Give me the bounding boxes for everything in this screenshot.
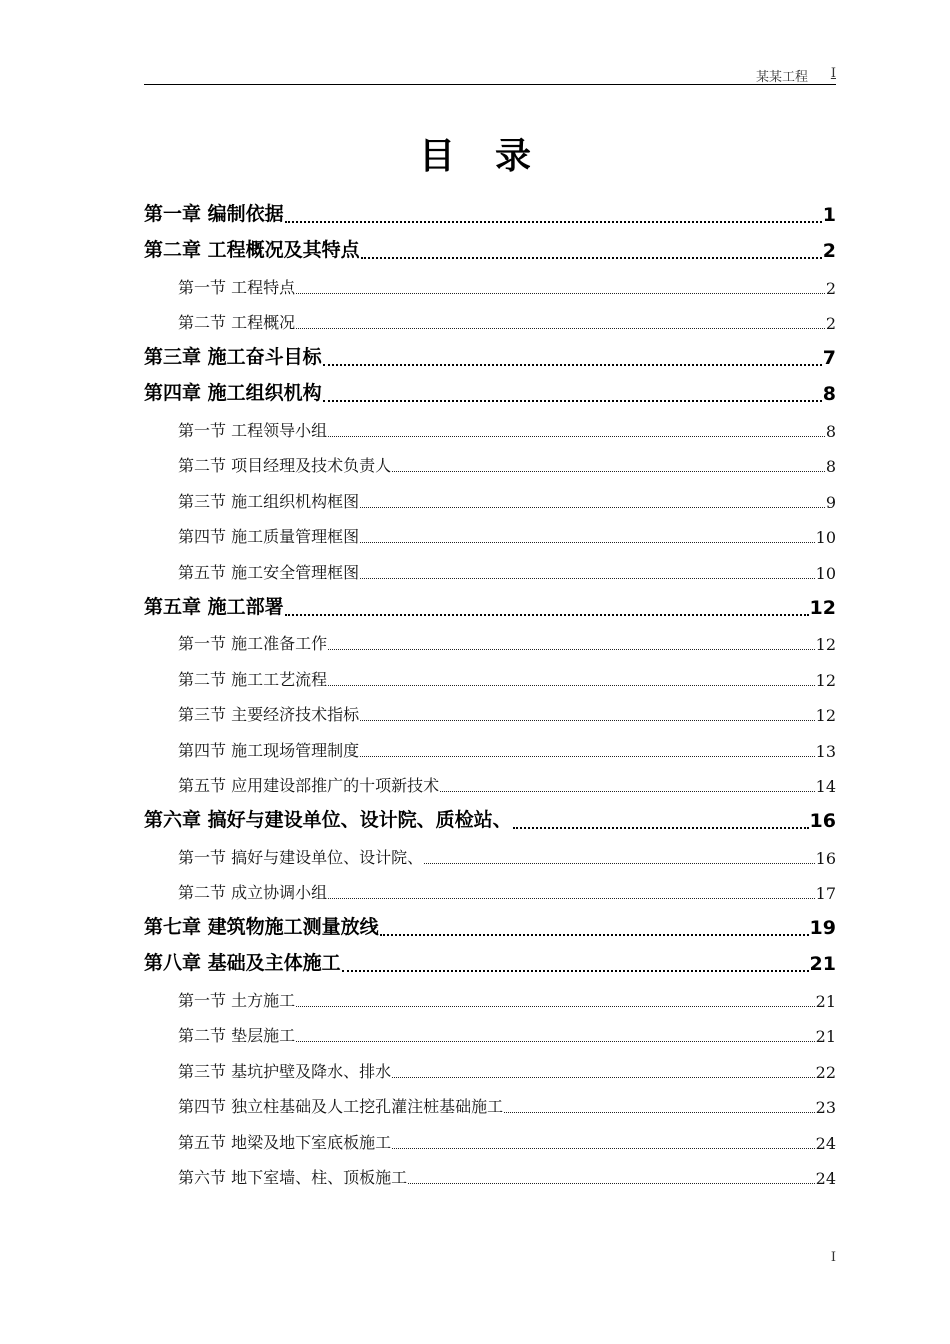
toc-leader-dots [296, 328, 825, 329]
toc-entry-page: 13 [815, 741, 836, 761]
toc-leader-dots [392, 471, 825, 472]
toc-leader-dots [296, 1041, 815, 1042]
toc-entry-label: 第五节 应用建设部推广的十项新技术 [178, 776, 440, 795]
toc-entry-label: 第二节 工程概况 [178, 313, 296, 332]
toc-entry-page: 19 [809, 917, 836, 939]
header-page-number: I [830, 66, 836, 81]
toc-entry-page: 22 [815, 1062, 836, 1082]
toc-leader-dots [408, 1183, 815, 1184]
toc-entry-label: 第一节 工程特点 [178, 277, 296, 297]
toc-entry-label: 第二节 成立协调小组 [178, 883, 328, 902]
toc-entry-page: 8 [825, 457, 836, 476]
toc-entry-label: 第三节 主要经济技术指标 [178, 705, 360, 724]
toc-entry-page: 12 [809, 596, 836, 619]
toc-leader-dots [328, 436, 825, 437]
toc-chapter-entry[interactable] [144, 583, 836, 619]
toc-entry-page: 24 [815, 1133, 836, 1153]
toc-entry-page: 17 [815, 884, 836, 903]
toc-entry-page: 1 [822, 204, 836, 226]
toc-section-entry[interactable] [144, 832, 836, 868]
toc-leader-dots [360, 542, 815, 543]
toc-section-entry[interactable] [144, 975, 836, 1011]
page-title: 目录 [418, 136, 571, 177]
page-header [144, 64, 836, 85]
toc-leader-dots [360, 507, 825, 508]
toc-entry-page: 14 [815, 777, 836, 796]
toc-section-entry[interactable] [144, 1153, 836, 1189]
toc-leader-dots [380, 934, 809, 936]
toc-chapter-entry[interactable] [144, 369, 836, 405]
toc-chapter-entry[interactable] [144, 226, 836, 262]
toc-leader-dots [342, 970, 809, 972]
toc-leader-dots [513, 827, 809, 829]
toc-section-entry[interactable] [144, 512, 836, 548]
toc-entry-page: 2 [825, 314, 836, 333]
toc-entry-page: 8 [825, 421, 836, 441]
toc-leader-dots [360, 578, 815, 579]
toc-entry-label: 第四节 独立柱基础及人工挖孔灌注桩基础施工 [178, 1097, 504, 1116]
toc-entry-page: 24 [815, 1169, 836, 1188]
toc-section-entry[interactable] [144, 868, 836, 904]
toc-entry-label: 第二节 施工工艺流程 [178, 669, 328, 689]
toc-entry-label: 第二节 垫层施工 [178, 1026, 296, 1045]
toc-leader-dots [285, 614, 809, 616]
toc-entry-page: 10 [815, 528, 836, 547]
toc-leader-dots [328, 898, 815, 899]
toc-entry-label: 第八章 基础及主体施工 [144, 952, 341, 974]
toc-section-entry[interactable] [144, 262, 836, 298]
toc-section-entry[interactable] [144, 547, 836, 583]
toc-entry-label: 第五节 地梁及地下室底板施工 [178, 1132, 392, 1152]
toc-section-entry[interactable] [144, 690, 836, 726]
toc-leader-dots [361, 257, 822, 259]
toc-chapter-entry[interactable] [144, 190, 836, 226]
toc-entry-label: 第五章 施工部署 [144, 595, 284, 618]
toc-section-entry[interactable] [144, 761, 836, 797]
toc-entry-label: 第五节 施工安全管理框图 [178, 562, 360, 582]
toc-leader-dots [392, 1077, 815, 1078]
toc-entry-label: 第一章 编制依据 [144, 203, 284, 225]
toc-entry-label: 第一节 搞好与建设单位、设计院、 [178, 847, 424, 867]
toc-entry-label: 第六章 搞好与建设单位、设计院、质检站、 [144, 809, 512, 831]
toc-leader-dots [328, 685, 815, 686]
toc-entry-label: 第三节 施工组织机构框图 [178, 491, 360, 511]
toc-entry-page: 8 [822, 383, 836, 405]
toc-chapter-entry[interactable] [144, 903, 836, 939]
header-doc-name: 某某工程 [755, 70, 808, 85]
toc-section-entry[interactable] [144, 1011, 836, 1047]
toc-leader-dots [360, 756, 815, 757]
toc-entry-page: 2 [825, 278, 836, 298]
toc-leader-dots [424, 863, 815, 864]
toc-entry-label: 第六节 地下室墙、柱、顶板施工 [178, 1168, 408, 1187]
toc-leader-dots [328, 649, 815, 650]
toc-leader-dots [285, 221, 822, 223]
toc-leader-dots [296, 1006, 815, 1007]
toc-entry-page: 21 [815, 991, 836, 1011]
toc-entry-page: 16 [809, 810, 836, 832]
toc-section-entry[interactable] [144, 298, 836, 334]
toc-leader-dots [440, 791, 815, 792]
toc-entry-page: 21 [815, 1027, 836, 1046]
toc-entry-label: 第一节 土方施工 [178, 990, 296, 1010]
toc-entry-page: 21 [809, 953, 836, 975]
toc-section-entry[interactable] [144, 1117, 836, 1153]
toc-leader-dots [392, 1148, 815, 1149]
toc-entry-label: 第四节 施工现场管理制度 [178, 740, 360, 760]
table-of-contents [144, 190, 836, 1188]
toc-entry-page: 9 [825, 492, 836, 512]
toc-entry-page: 23 [815, 1098, 836, 1117]
toc-entry-label: 第三节 基坑护壁及降水、排水 [178, 1061, 392, 1081]
toc-chapter-entry[interactable] [144, 796, 836, 832]
toc-entry-page: 2 [822, 240, 836, 262]
toc-entry-label: 第一节 施工准备工作 [178, 634, 328, 653]
toc-section-entry[interactable] [144, 654, 836, 690]
toc-section-entry[interactable] [144, 619, 836, 655]
toc-leader-dots [296, 293, 825, 294]
toc-entry-page: 12 [815, 635, 836, 654]
toc-entry-label: 第三章 施工奋斗目标 [144, 346, 322, 368]
toc-chapter-entry[interactable] [144, 333, 836, 369]
footer-page-number: I [830, 1250, 836, 1265]
toc-section-entry[interactable] [144, 441, 836, 477]
toc-entry-label: 第四章 施工组织机构 [144, 382, 322, 404]
toc-entry-page: 12 [815, 670, 836, 690]
toc-entry-label: 第二章 工程概况及其特点 [144, 239, 360, 261]
toc-leader-dots [323, 364, 822, 366]
toc-leader-dots [504, 1112, 815, 1113]
toc-entry-page: 16 [815, 848, 836, 868]
toc-leader-dots [360, 720, 815, 721]
toc-leader-dots [323, 400, 822, 402]
toc-entry-label: 第一节 工程领导小组 [178, 420, 328, 440]
toc-section-entry[interactable] [144, 1046, 836, 1082]
toc-entry-page: 12 [815, 706, 836, 725]
toc-entry-label: 第七章 建筑物施工测量放线 [144, 916, 379, 938]
toc-entry-page: 10 [815, 563, 836, 583]
toc-section-entry[interactable] [144, 476, 836, 512]
toc-section-entry[interactable] [144, 1082, 836, 1118]
toc-section-entry[interactable] [144, 725, 836, 761]
toc-entry-label: 第四节 施工质量管理框图 [178, 527, 360, 546]
toc-chapter-entry[interactable] [144, 939, 836, 975]
toc-section-entry[interactable] [144, 405, 836, 441]
toc-entry-page: 7 [822, 347, 836, 369]
toc-entry-label: 第二节 项目经理及技术负责人 [178, 456, 392, 475]
